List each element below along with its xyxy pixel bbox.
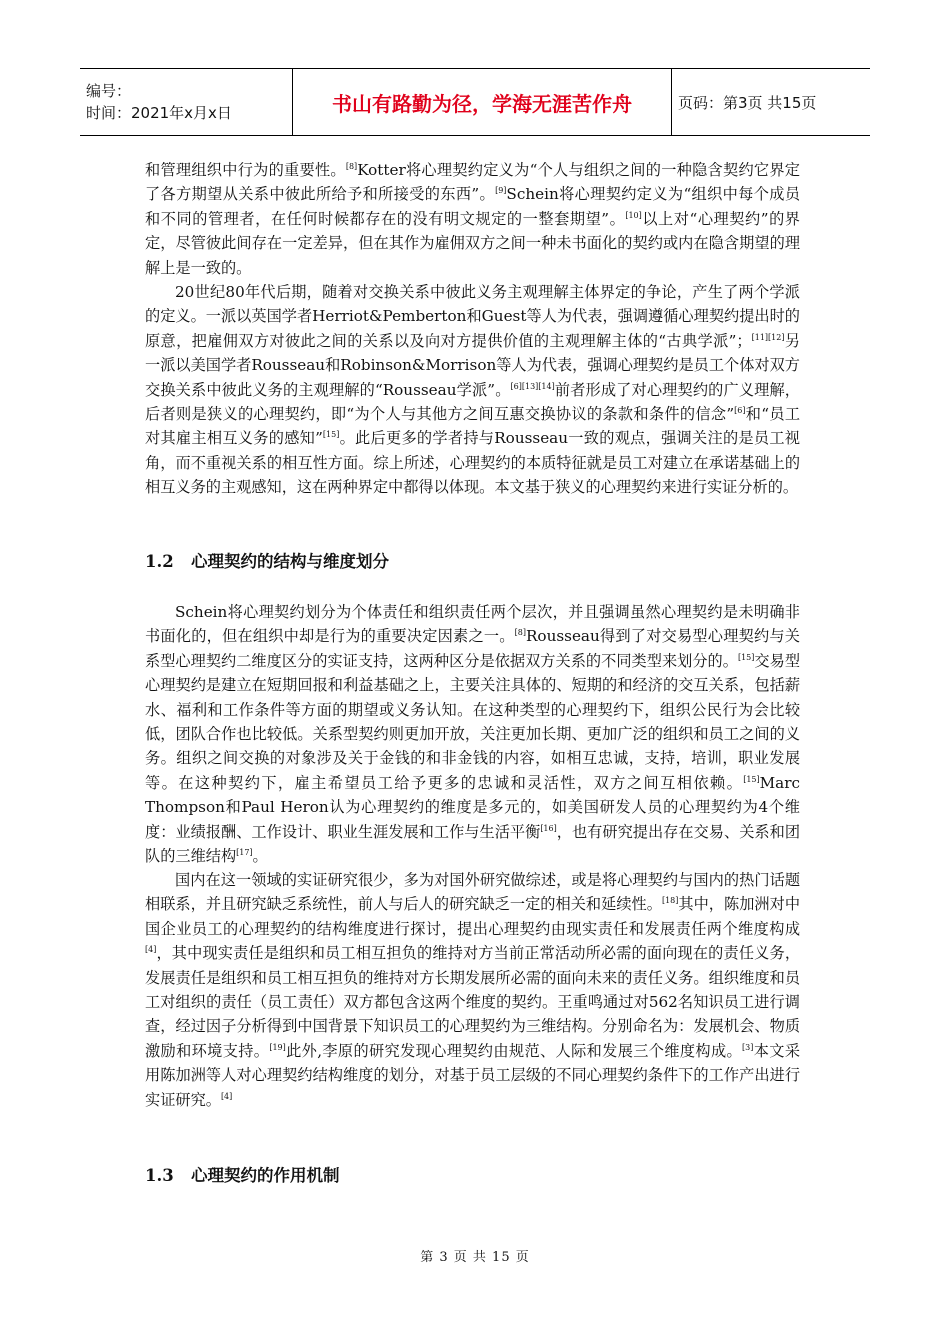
- number-label: 编号：: [86, 82, 132, 100]
- page-footer: 第 3 页 共 15 页: [420, 1250, 530, 1265]
- text-run: Kotter将心理契约定义为“个人与组织之间的一种隐含契约它界定了各方期望从关系中彼此所给予和所接受的东西”。: [145, 161, 800, 204]
- section-heading-1-3: [145, 1154, 800, 1198]
- citation-superscript: [19]: [269, 1042, 286, 1052]
- citation-superscript: [11][12]: [751, 332, 785, 342]
- citation-superscript: [3]: [742, 1042, 754, 1052]
- text-run: Marc Thompson和Paul Heron认为心理契约的维度是多元的，如美国研发人员的心理契约为4个维度：业绩报酬、工作设计、职业生涯发展和工作与生活平衡: [145, 773, 800, 841]
- citation-superscript: [16]: [540, 823, 557, 833]
- text-run: 和“员工对其雇主相互义务的感知”: [145, 405, 801, 448]
- date-label: 时间：2021年x月x日: [86, 104, 232, 122]
- header-page-label: 页码：第3页 共15页: [672, 69, 871, 136]
- citation-superscript: [6][13][14]: [510, 381, 555, 391]
- text-run: 。: [252, 847, 268, 866]
- citation-superscript: [4]: [145, 945, 157, 955]
- section-heading-1-2: [145, 534, 800, 590]
- text-run: 此外,李原的研究发现心理契约由规范、人际和发展三个维度构成。: [285, 1041, 743, 1060]
- header-meta: [80, 69, 293, 136]
- text-run: ，也有研究提出存在交易、关系和团队的三维结构: [145, 822, 801, 866]
- text-run: 国内在这一领域的实证研究很少，多为对国外研究做综述，或是将心理契约与国内的热门话题相联系，并且研究缺乏系统性，前人与后人的研究缺乏一定的相关和延续性。: [145, 871, 800, 914]
- citation-superscript: [8]: [345, 162, 358, 171]
- citation-superscript: [10]: [625, 210, 642, 220]
- section-number: 1.3: [145, 1166, 174, 1185]
- section-title: 心理契约的作用机制: [191, 1166, 340, 1185]
- paragraph-domestic-research: [145, 868, 800, 1136]
- text-run: 本文采用陈加洲等人对心理契约结构维度的划分，对基于员工层级的不同心理契约条件下的工作产出进行实证研究。: [145, 1041, 801, 1109]
- text-run: 以上对“心理契约”的界定，尽管彼此间存在一定差异，但在其作为雇佣双方之间一种未书面化的契约或内在隐含期望的理解上是一致的。: [145, 209, 800, 277]
- citation-superscript: [15]: [743, 774, 760, 784]
- text-run: ，其中现实责任是组织和员工相互担负的维持对方当前正常活动所必需的面向现在的责任义务，发展责任是组织和员工相互担负的维持对方长期发展所必需的面向未来的责任义务。组织维度和员工对组织的责任（员工责任）双方都包含这两个维度的契约。王重鸣通过对562名知识员工进行调查，经过因子分析得到中国背景下知识员工的心理契约为三维结构。分别命名为：发展机会、物质激励和环境支持。: [145, 944, 800, 1060]
- paragraph-schools: [145, 280, 800, 524]
- page-header: [80, 68, 870, 136]
- text-run: 另一派以美国学者Rousseau和Robinson&Morrison等人为代表，强调心理契约是员工个体对双方交换关系中彼此义务的主观理解的“Rousseau学派”。: [145, 331, 801, 399]
- citation-superscript: [17]: [236, 848, 253, 858]
- text-run: Schein将心理契约划分为个体责任和组织责任两个层次，并且强调虽然心理契约是未明确非书面化的，但在组织中却是行为的重要决定因素之一。: [145, 603, 800, 646]
- section-title: 心理契约的结构与维度划分: [191, 552, 389, 571]
- text-run: 前者形成了对心理契约的广义理解，后者则是狭义的心理契约，即“为个人与其他方之间互惠交换协议的条款和条件的信念”: [145, 380, 800, 424]
- text-run: 。此后更多的学者持与Rousseau一致的观点，强调关注的是员工视角，而不重视关系的相互性方面。综上所述，心理契约的本质特征就是员工对建立在承诺基础上的相互义务的主观感知，这在两种界定中都得以体现。本文基于狭义的心理契约来进行实证分析的。: [145, 429, 800, 497]
- citation-superscript: [4]: [220, 1091, 233, 1101]
- citation-superscript: [15]: [737, 652, 755, 662]
- citation-superscript: [6]: [734, 406, 746, 416]
- citation-superscript: [8]: [514, 628, 526, 638]
- citation-superscript: [9]: [495, 186, 507, 196]
- document-body: [145, 158, 800, 1198]
- text-run: Schein将心理契约定义为“组织中每个成员和不同的管理者，在任何时候都存在的没有明文规定的一整套期望”。: [145, 185, 801, 228]
- text-run: 和管理组织中行为的重要性。: [145, 161, 346, 179]
- paragraph-definitions: [145, 158, 800, 280]
- citation-superscript: [15]: [322, 430, 340, 440]
- text-run: 20世纪80年代后期，随着对交换关系中彼此义务主观理解主体界定的争论，产生了两个学派的定义。一派以英国学者Herriot&Pemberton和Guest等人为代表，强调遵循心理契约提出时的原意，把雇佣双方对彼此之间的关系以及向对方提供价值的主观理解主体的“古典学派”；: [145, 283, 800, 350]
- citation-superscript: [18]: [661, 896, 679, 906]
- text-run: Rousseau得到了对交易型心理契约与关系型心理契约二维度区分的实证支持，这两种区分是依据双方关系的不同类型来划分的。: [145, 627, 800, 670]
- header-motto: 书山有路勤为径，学海无涯苦作舟: [293, 69, 672, 136]
- section-number: 1.2: [145, 552, 174, 571]
- text-run: 其中，陈加洲对中国企业员工的心理契约的结构维度进行探讨，提出心理契约由现实责任和发展责任两个维度构成: [145, 895, 801, 938]
- text-run: 交易型心理契约是建立在短期回报和利益基础之上，主要关注具体的、短期的和经济的交互关系，包括薪水、福利和工作条件等方面的期望或义务认知。在这种类型的心理契约下，组织公民行为会比较低，团队合作也比较低。关系型契约则更加开放，关注更加长期、更加广泛的组织和员工之间的义务。组织之间交换的对象涉及关于金钱的和非金钱的内容，如相互忠诚，支持，培训，职业发展等。在这种契约下，雇主希望员工给予更多的忠诚和灵活性，双方之间互相依赖。: [145, 651, 801, 792]
- paragraph-dimensions: [145, 600, 800, 868]
